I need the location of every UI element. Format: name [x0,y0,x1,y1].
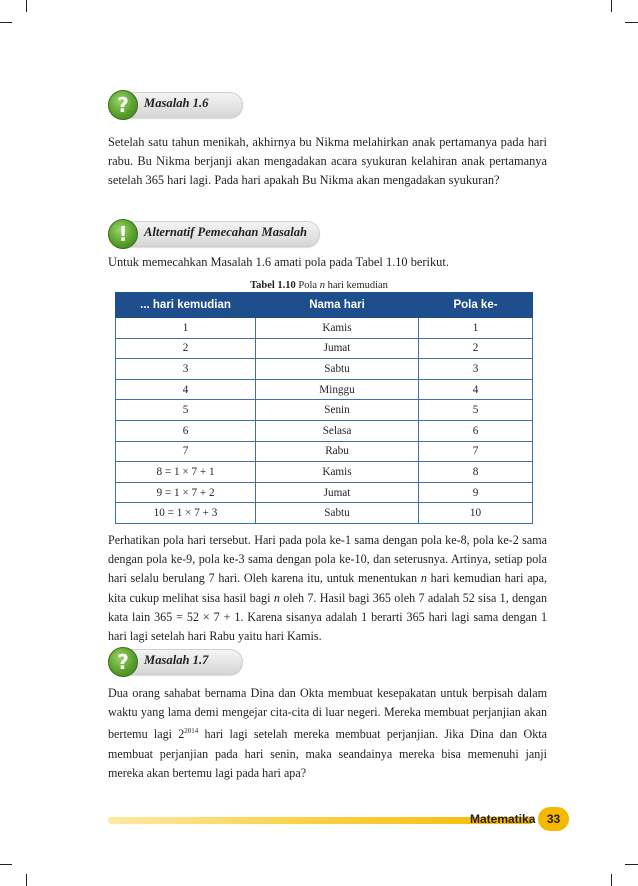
table-row [116,441,533,462]
page-number: 33 [538,807,569,831]
paragraph-text: oleh 7. Hasil bagi 365 oleh 7 adalah 52 sisa 1, dengan kata lain 365 = 52 × 7 + 1. Karena sisanya adalah 1 berarti 365 hari lagi sama dengan 1 hari lagi setelah hari Rabu yaitu hari Kamis. [108,590,547,644]
table-header-row [116,293,533,318]
table-cell: Kamis [256,318,419,339]
exclamation-icon: ! [108,219,138,249]
caption-variable: n [319,280,325,291]
footer-subject: Matematika [470,812,536,826]
table-cell: 10 [419,503,533,524]
masalah-1-6-heading [108,90,243,120]
question-mark-icon: ? [108,90,138,120]
masalah-1-7-heading [108,647,243,677]
table-cell: 2 [116,338,256,359]
table-cell: Sabtu [256,359,419,380]
table-caption [0,280,638,291]
problem-paragraph [108,684,547,783]
table-cell: 9 = 1 × 7 + 2 [116,482,256,503]
table-header: Nama hari [256,293,419,318]
table-cell: Sabtu [256,503,419,524]
caption-text: hari kemudian [324,280,388,291]
table-cell: 1 [116,318,256,339]
crop-mark [625,864,638,865]
variable-n: n [420,571,427,586]
table-cell: 7 [419,441,533,462]
crop-mark [26,0,27,12]
table-cell: Selasa [256,420,419,441]
table-cell: Jumat [256,338,419,359]
table-cell: Senin [256,400,419,421]
table-row [116,420,533,441]
table-row [116,359,533,380]
table-cell: Jumat [256,482,419,503]
pattern-table [115,292,533,524]
crop-mark [625,22,638,23]
table-cell: 2 [419,338,533,359]
table-cell: 4 [419,379,533,400]
table-row [116,462,533,483]
problem-paragraph: Setelah satu tahun menikah, akhirnya bu Nikma melahirkan anak pertamanya pada hari rabu. Bu Nikma berjanji akan mengadakan acara syukuran kelahiran anak pertamanya setelah 365 hari lagi. Pada hari apakah Bu Nikma akan mengadakan syukuran? [108,135,547,188]
intro-paragraph: Untuk memecahkan Masalah 1.6 amati pola pada Tabel 1.10 berikut. [108,255,449,269]
exponent: 2014 [184,727,199,736]
table-cell: 10 = 1 × 7 + 3 [116,503,256,524]
variable-n: n [273,590,280,605]
table-row [116,482,533,503]
table-row [116,379,533,400]
paragraph-text: Perhatikan pola hari tersebut. Hari pada pola ke-1 sama dengan pola ke-8, pola ke-2 sama dengan pola ke-9, pola ke-3 sama dengan pola ke-10, dan seterusnya. Artinya, setiap pola hari selalu berulang 7 hari. Oleh karena itu, untuk menentukan [108,533,547,586]
table-cell: Rabu [256,441,419,462]
crop-mark [0,22,12,23]
table-cell: 5 [116,400,256,421]
table-cell: 7 [116,441,256,462]
table-cell: 8 [419,462,533,483]
table-cell: 4 [116,379,256,400]
table-cell: 5 [419,400,533,421]
table-row [116,503,533,524]
table-cell: 1 [419,318,533,339]
table-cell: 8 = 1 × 7 + 1 [116,462,256,483]
table-cell: 3 [116,359,256,380]
table-row [116,338,533,359]
crop-mark [611,874,612,886]
table-cell: Kamis [256,462,419,483]
crop-mark [0,864,12,865]
crop-mark [611,0,612,12]
caption-text: Pola [295,280,320,291]
table-cell: 9 [419,482,533,503]
explanation-paragraph [108,531,547,646]
paragraph-text: hari kemudian hari apa, kita cukup melihat sisa hasil bagi [108,571,547,605]
alternatif-pemecahan-heading [108,219,320,249]
table-row [116,400,533,421]
crop-mark [26,874,27,886]
table-header: ... hari kemudian [116,293,256,318]
paragraph-text: hari lagi setelah mereka membuat perjanjian. Jika Dina dan Okta membuat perjanjian pada hari senin, maka seandainya mereka bisa memenuhi janji mereka akan bertemu lagi pada hari apa? [108,727,547,780]
question-mark-icon: ? [108,647,138,677]
heading-label: Masalah 1.7 [144,653,209,667]
table-cell: 6 [116,420,256,441]
table-cell: 6 [419,420,533,441]
heading-label: Masalah 1.6 [144,96,209,110]
table-row [116,318,533,339]
heading-label: Alternatif Pemecahan Masalah [144,225,308,239]
caption-number: Tabel 1.10 [250,280,296,291]
paragraph-text: Dua orang sahabat bernama Dina dan Okta membuat kesepakatan untuk berpisah dalam waktu yang lama demi mengejar cita-cita di luar negeri. Mereka membuat perjanjian akan bertemu lagi 2 [108,686,547,742]
table-cell: 3 [419,359,533,380]
table-header: Pola ke- [419,293,533,318]
table-cell: Minggu [256,379,419,400]
